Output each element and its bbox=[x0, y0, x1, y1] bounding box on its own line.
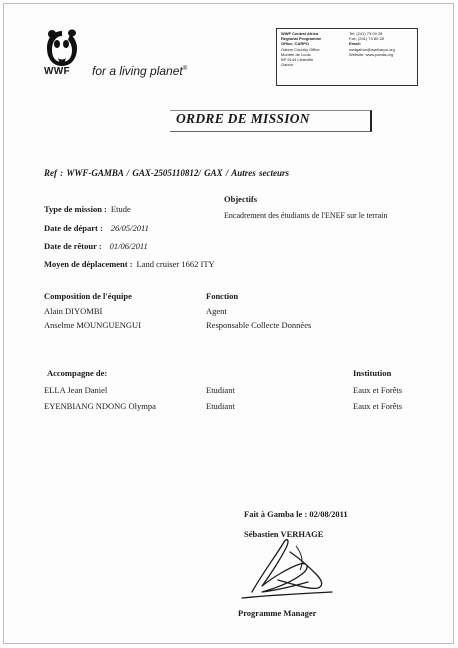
team-member-name: Alain DIYOMBI bbox=[44, 306, 103, 316]
address-line: Regional Programme bbox=[281, 36, 322, 42]
wwf-logo bbox=[44, 28, 80, 80]
address-line: Email: bbox=[349, 41, 362, 47]
page-title: ORDRE DE MISSION bbox=[176, 111, 310, 126]
address-line: Gabon Country Office bbox=[281, 46, 320, 52]
departure-date bbox=[44, 218, 149, 236]
wwf-logo-text: WWF bbox=[44, 66, 70, 77]
companion-institution: Eaux et Forêts bbox=[353, 401, 403, 411]
institution-header: Institution bbox=[353, 368, 392, 378]
companion-status: Etudiant bbox=[206, 401, 235, 411]
team-member-role: Responsable Collecte Données bbox=[206, 320, 312, 330]
transport-label: Moyen de déplacement : bbox=[44, 259, 133, 269]
departure-label: Date de départ : bbox=[44, 223, 103, 233]
companion-name: EYENBIANG NDONG Olympa bbox=[44, 401, 156, 411]
address-line: Office, CARPO bbox=[281, 41, 310, 47]
mission-type-value: Etude bbox=[110, 204, 131, 214]
signatory-position: Programme Manager bbox=[238, 608, 317, 618]
address-line: Fax: (241) 73 80 28 bbox=[349, 36, 384, 42]
mission-type-label: Type de mission : bbox=[44, 204, 107, 214]
address-box bbox=[276, 28, 418, 86]
team-member-role: Agent bbox=[206, 306, 227, 316]
team-member-name: Anselme MOUNGUENGUI bbox=[44, 320, 142, 330]
place-date: Fait à Gamba le : 02/08/2011 bbox=[244, 509, 348, 519]
return-label: Date de rêtour : bbox=[44, 241, 102, 251]
companion-institution: Eaux et Forêts bbox=[353, 385, 403, 395]
address-line: WWF Central Africa bbox=[281, 31, 319, 36]
departure-value: 26/05/2011 bbox=[110, 223, 149, 233]
address-line: Tel: (241) 73 00 28 bbox=[349, 31, 383, 36]
address-line: Gabon bbox=[281, 62, 294, 68]
address-left bbox=[277, 31, 345, 67]
handwritten-signature bbox=[232, 534, 342, 606]
objectives-value: Encadrement des étudiants de l'ENEF sur le terrain bbox=[224, 211, 388, 220]
companions-header: Accompagne de: bbox=[47, 368, 108, 378]
return-date bbox=[44, 236, 148, 254]
address-line: wwfgabon@wwfcarpo.org bbox=[349, 46, 395, 52]
transport-value: Land cruiser 1662 ITY bbox=[136, 259, 215, 269]
document-page bbox=[3, 3, 454, 644]
address-line: BP 9144 Libreville bbox=[281, 57, 314, 63]
transport bbox=[44, 254, 215, 272]
objectives-label: Objectifs bbox=[224, 194, 258, 204]
return-value: 01/06/2011 bbox=[109, 241, 148, 251]
companion-status: Etudiant bbox=[206, 385, 235, 395]
address-line: Website: www.panda.org bbox=[349, 51, 394, 57]
mission-type bbox=[44, 199, 131, 217]
panda-icon bbox=[44, 28, 80, 68]
team-header-name: Composition de l'équipe bbox=[44, 291, 132, 301]
companion-name: ELLA Jean Daniel bbox=[44, 385, 108, 395]
tagline: for a living planet® bbox=[92, 64, 188, 78]
address-right bbox=[345, 31, 413, 57]
team-header-role: Fonction bbox=[206, 291, 239, 301]
signatory-name: Sébastien VERHAGE bbox=[244, 529, 324, 539]
reference-line: Ref : WWF-GAMBA / GAX-2505110812/ GAX / Autres secteurs bbox=[44, 168, 290, 178]
address-line: Montée de Louis bbox=[281, 51, 311, 57]
